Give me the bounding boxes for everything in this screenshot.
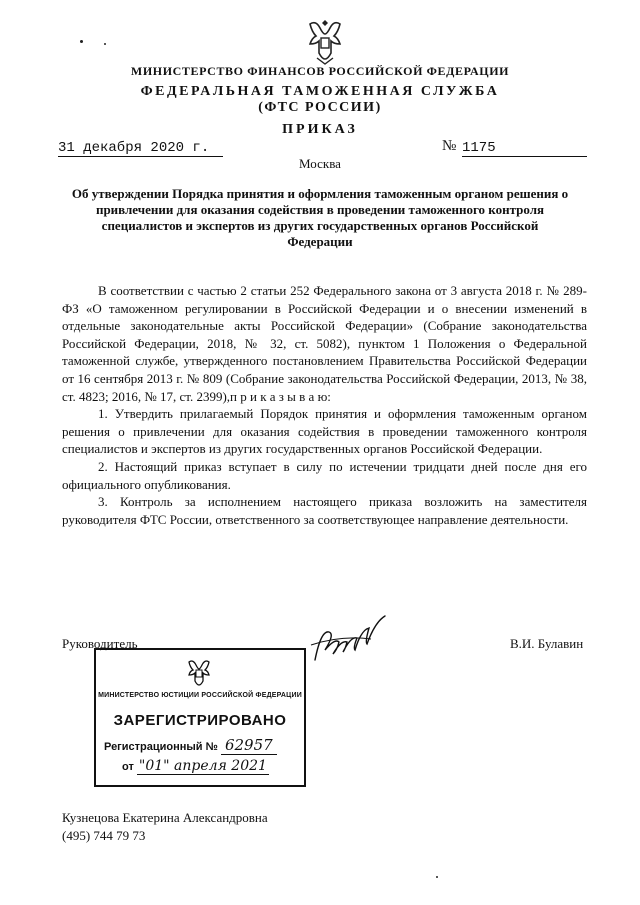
stray-mark xyxy=(436,876,438,878)
stamp-registered: ЗАРЕГИСТРИРОВАНО xyxy=(113,712,287,729)
handwritten-signature xyxy=(305,615,415,675)
body-paragraph-1: 1. Утвердить прилагаемый Порядок принятия и оформления таможенным органом решения о привлечении для оказания содействия в проведении таможенного контроля специалистов и экспертов из других государственных органов Российской Федерации. xyxy=(62,406,587,457)
stamp-reg-number-line xyxy=(104,736,277,754)
stamp-reg-number: 62957 xyxy=(221,736,277,755)
document-body xyxy=(62,282,587,528)
signatory-title: Руководитель xyxy=(62,636,138,651)
document-number: 1175 xyxy=(462,140,587,157)
service-abbreviation: (ФТС РОССИИ) xyxy=(258,100,382,115)
preamble-text: В соответствии с частью 2 статьи 252 Федерального закона от 3 августа 2018 г. № 289-ФЗ «О таможенном регулировании в Российской Федерации и о внесении изменений в отдельные законодательные акты Российской Федерации» (Собрание законодательства Российской Федерации, 2018, № 32, ст. 5082), пунктом 1 Положения о Федеральной таможенной службе, утвержденного постановлением Правительства Российской Федерации от 16 сентября 2013 г. № 809 (Собрание законодательства Российской Федерации, 2013, № 38, ст. 4823; 2016, № 17, ст. 2399), xyxy=(62,283,587,404)
document-type: ПРИКАЗ xyxy=(282,122,358,137)
stamp-from-label: от xyxy=(122,761,134,773)
document-city: Москва xyxy=(299,156,341,171)
stamp-ministry: МИНИСТЕРСТВО ЮСТИЦИИ РОССИЙСКОЙ ФЕДЕРАЦИИ xyxy=(98,692,302,699)
body-paragraph-3: 3. Контроль за исполнением настоящего приказа возложить на заместителя руководителя ФТС России, ответственного за соответствующее направление деятельности. xyxy=(62,494,587,527)
signatory-name: В.И. Булавин xyxy=(510,636,584,651)
double-headed-eagle-emblem-icon xyxy=(302,14,348,66)
registration-stamp xyxy=(94,648,306,787)
document-title: Об утверждении Порядка принятия и оформления таможенным органом решения о привлечении для оказания содействия в проведении таможенного контроля специалистов и экспертов из других государственных органов Российской Федерации xyxy=(71,186,569,249)
stamp-eagle-emblem-icon xyxy=(184,656,214,688)
stamp-date-line xyxy=(122,758,269,774)
stamp-reg-label: Регистрационный № xyxy=(104,741,218,753)
executor-name: Кузнецова Екатерина Александровна xyxy=(62,810,268,825)
body-paragraph-preamble xyxy=(62,282,587,405)
stamp-reg-date: "01" апреля 2021 xyxy=(138,758,267,774)
document-date: 31 декабря 2020 г. xyxy=(58,140,223,157)
executor-phone: (495) 744 79 73 xyxy=(62,828,146,843)
order-word: п р и к а з ы в а ю: xyxy=(230,388,331,404)
body-paragraph-2: 2. Настоящий приказ вступает в силу по истечении тридцати дней после дня его официального опубликования. xyxy=(62,458,587,492)
stray-mark xyxy=(104,43,106,45)
ministry-heading: МИНИСТЕРСТВО ФИНАНСОВ РОССИЙСКОЙ ФЕДЕРАЦИИ xyxy=(130,64,510,78)
number-sign: № xyxy=(442,138,457,154)
stray-mark xyxy=(80,40,83,43)
service-heading: ФЕДЕРАЛЬНАЯ ТАМОЖЕННАЯ СЛУЖБА xyxy=(140,84,500,99)
